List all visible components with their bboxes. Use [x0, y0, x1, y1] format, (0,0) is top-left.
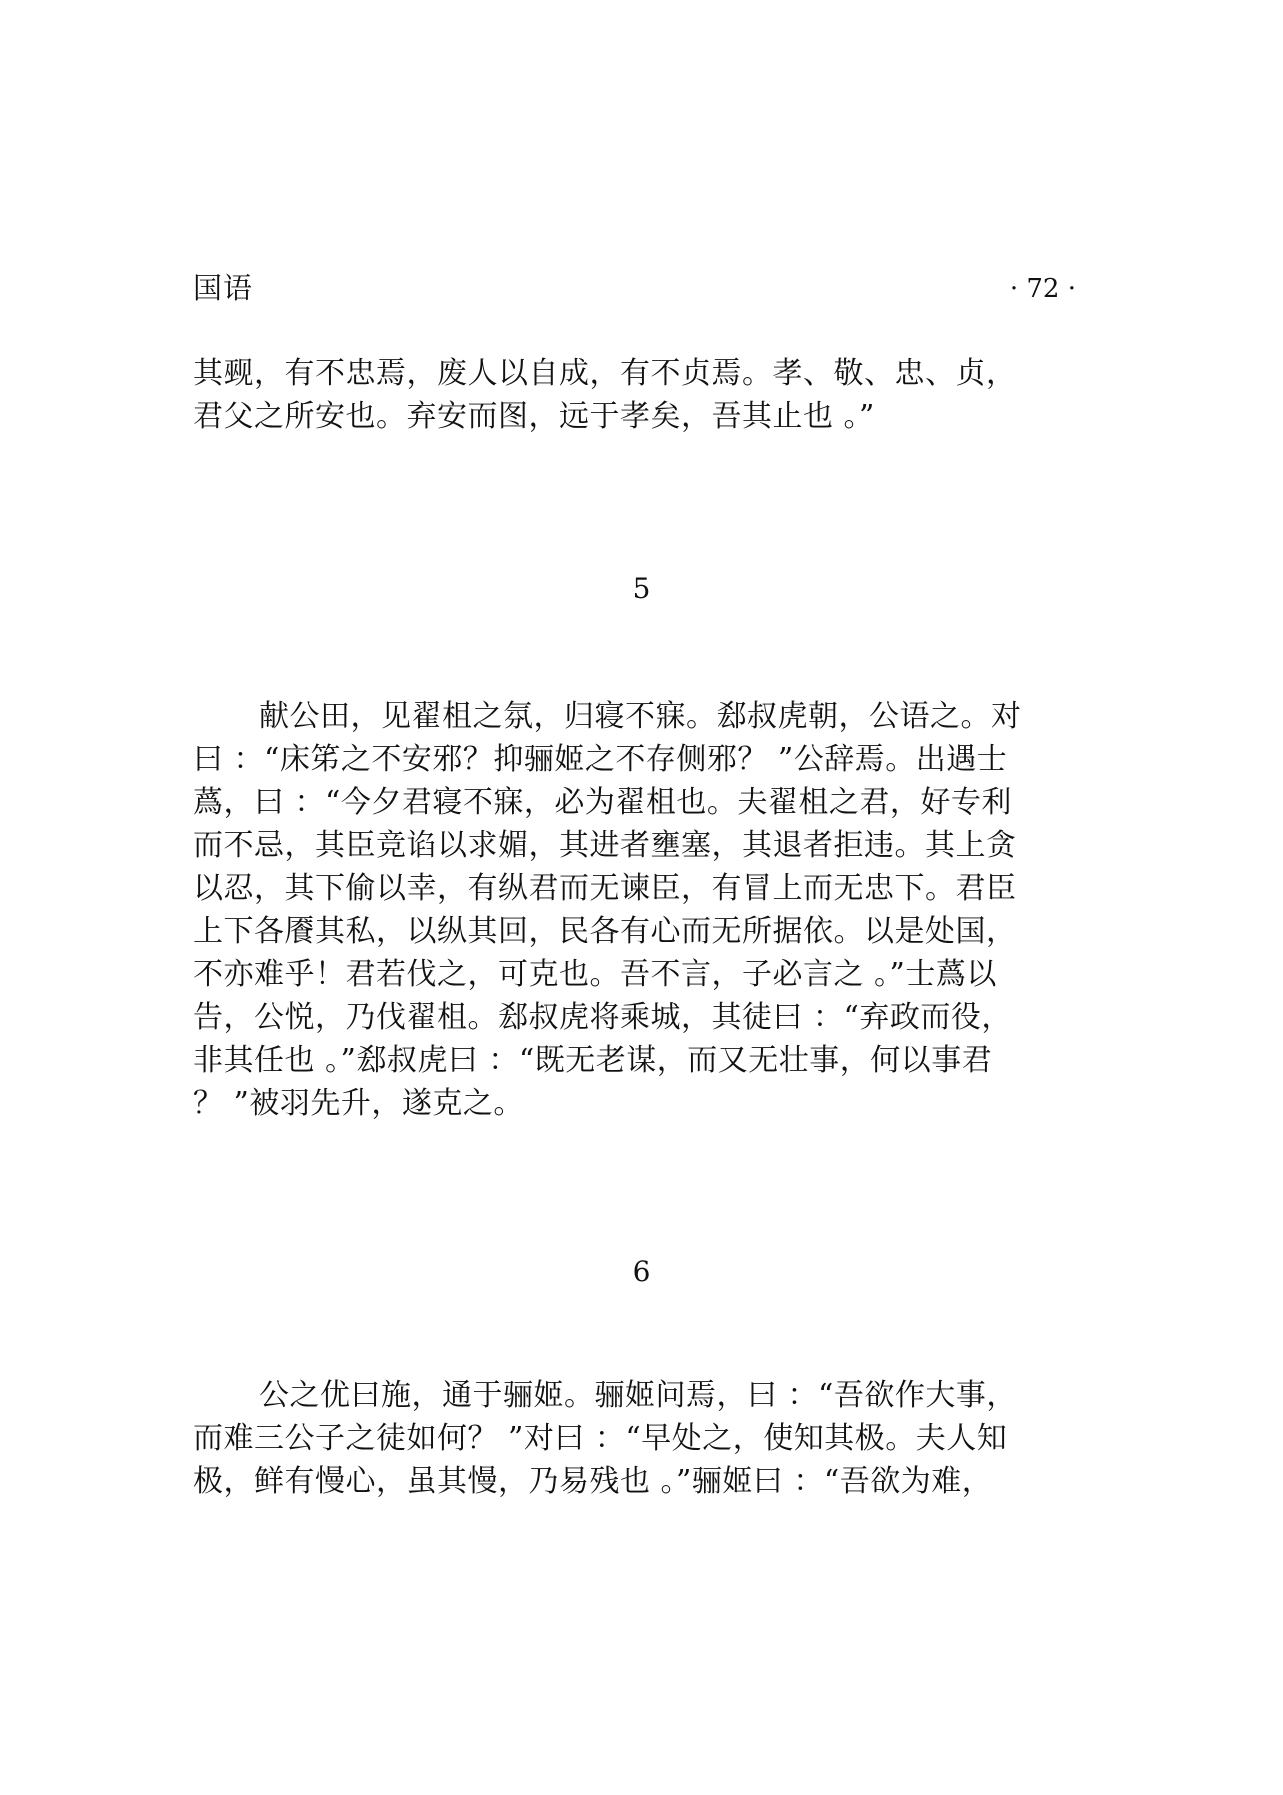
section-paragraph	[193, 695, 1093, 1125]
section-number: 5	[632, 572, 651, 605]
text-line: 蔿，曰 ：“今夕君寝不寐，必为翟柤也。夫翟柤之君，好专利	[193, 785, 1012, 820]
continuation-paragraph	[193, 352, 1093, 438]
text-line: 以忍，其下偷以幸，有纵君而无谏臣，有冒上而无忠下。君臣	[193, 871, 1017, 906]
section-paragraph	[193, 1374, 1093, 1503]
running-header-title: 国语	[193, 271, 254, 305]
text-line: 而难三公子之徒如何？ ”对曰 ：“早处之，使知其极。夫人知	[193, 1421, 1008, 1456]
text-line: ？ ”被羽先升，遂克之。	[193, 1086, 524, 1121]
text-line: 君父之所安也。弃安而图，远于孝矣，吾其止也 。”	[193, 399, 875, 434]
text-line: 献公田，见翟柤之氛，归寝不寐。郄叔虎朝，公语之。对	[259, 699, 1022, 734]
text-line: 公之优曰施，通于骊姬。骊姬问焉，曰 ：“吾欲作大事，	[259, 1378, 1017, 1413]
section-number: 6	[632, 1255, 651, 1288]
text-line: 告，公悦，乃伐翟柤。郄叔虎将乘城，其徒曰 ：“弃政而役，	[193, 1000, 1012, 1035]
page-number: · 72 ·	[1009, 274, 1076, 304]
text-line: 极，鲜有慢心，虽其慢，乃易残也 。”骊姬曰 ：“吾欲为难，	[193, 1464, 993, 1499]
text-line: 不亦难乎！君若伐之，可克也。吾不言，子必言之 。”士蔿以	[193, 957, 997, 992]
text-line: 上下各餍其私，以纵其回，民各有心而无所据依。以是处国，	[193, 914, 1017, 949]
text-line: 而不忌，其臣竞谄以求媚，其进者壅塞，其退者拒违。其上贪	[193, 828, 1017, 863]
text-line: 曰 ：“床笫之不安邪？抑骊姬之不存侧邪？ ”公辞焉。出遇士	[193, 742, 1008, 777]
text-line: 非其任也 。”郄叔虎曰 ：“既无老谋，而又无壮事，何以事君	[193, 1043, 993, 1078]
text-line: 其觋，有不忠焉，废人以自成，有不贞焉。孝、敬、忠、贞，	[193, 356, 1017, 391]
